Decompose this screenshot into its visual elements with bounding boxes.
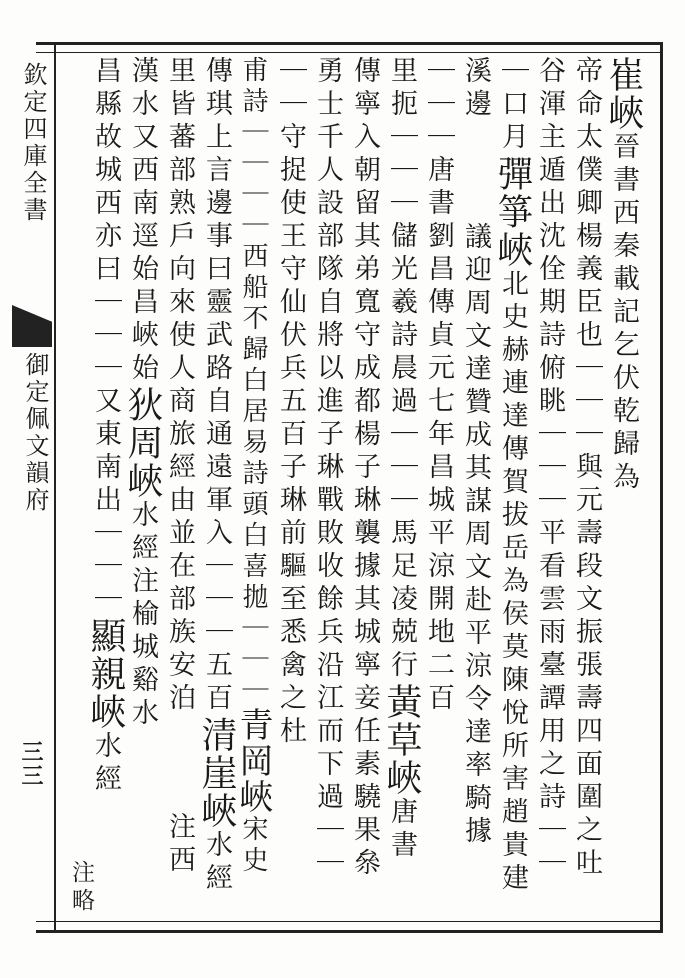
text-column-8 bbox=[347, 56, 381, 881]
text-column-12 bbox=[196, 56, 237, 896]
text-column-7 bbox=[381, 56, 422, 863]
right-border bbox=[660, 42, 663, 933]
entry-heading: 彈箏峽 bbox=[492, 155, 533, 269]
text-column-13 bbox=[162, 56, 196, 878]
entry-heading: 黃草峽 bbox=[381, 683, 422, 797]
text-column-14 bbox=[122, 56, 163, 731]
entry-text: 水經 bbox=[90, 731, 121, 797]
entry-text: ｜｜守捉使王守仙伏兵五百子琳前驅至悉禽之杜 bbox=[275, 56, 306, 749]
top-border bbox=[36, 42, 662, 45]
bottom-border bbox=[36, 930, 662, 933]
entry-text: 帝命太僕卿楊義臣也｜｜｜與元壽段文振張壽四面圍之吐 bbox=[571, 56, 602, 881]
text-column-4 bbox=[492, 56, 533, 896]
entry-text: 注西 bbox=[164, 812, 195, 878]
entry-text: 北史赫連達傳賀拔岳為侯莫陳悅所害趙貴建 bbox=[497, 269, 528, 896]
text-column-1 bbox=[603, 56, 644, 495]
text-column-9 bbox=[310, 56, 344, 881]
entry-heading: 崔峽 bbox=[603, 56, 644, 132]
entry-heading: 青岡峽 bbox=[233, 707, 273, 815]
entry-text: 水經 bbox=[201, 830, 232, 896]
entry-heading: 顯親峽 bbox=[85, 617, 126, 731]
text-column-15 bbox=[85, 56, 126, 797]
entry-text: 勇士千人設部隊自將以進子琳戰敗收餘兵沿江而下過｜｜ bbox=[312, 56, 343, 881]
entry-heading: 清崖峽 bbox=[196, 716, 237, 830]
text-column-6 bbox=[421, 56, 455, 716]
entry-text: 里皆蕃部熟戶向來使人商旅經由並在部族安泊 bbox=[164, 56, 195, 716]
entry-text: 宋史 bbox=[238, 815, 268, 877]
entry-text: 溪邊 bbox=[460, 56, 491, 122]
entry-text: 里扼｜｜｜儲光羲詩晨過｜｜｜馬足凌兢行 bbox=[386, 56, 417, 683]
entry-text: ｜｜｜唐書劉昌傳貞元七年昌城平涼開地二百 bbox=[423, 56, 454, 716]
book-title: 御定佩文韻府 bbox=[21, 352, 49, 514]
entry-text: 晉書西秦載記乞伏乾歸為 bbox=[608, 132, 639, 495]
top-border-inner bbox=[36, 52, 662, 53]
entry-text: 傳寧入朝留其弟寬守成都楊子琳襲據其城寧妾任素驍果㕘 bbox=[349, 56, 380, 881]
entry-text: 漢水又西南逕始昌峽始 bbox=[127, 56, 158, 386]
text-column-3 bbox=[532, 56, 566, 881]
text-column-11 bbox=[233, 56, 273, 877]
entry-text: 唐書 bbox=[386, 797, 417, 863]
text-column-16 bbox=[64, 860, 98, 916]
entry-text: 昌縣故城西亦曰｜｜｜又東南出｜｜｜ bbox=[90, 56, 121, 617]
entry-text: 注略 bbox=[68, 860, 94, 916]
text-column-10 bbox=[273, 56, 307, 749]
fish-tail-mark bbox=[12, 305, 52, 347]
text-column-5 bbox=[458, 56, 492, 849]
page-number: 三三 bbox=[18, 740, 44, 788]
bottom-border-inner bbox=[36, 921, 662, 922]
entry-text: 議迎周文達贊成其謀周文赴平涼令達率騎據 bbox=[460, 222, 491, 849]
text-column-2 bbox=[569, 56, 603, 881]
edition-title: 欽定四庫全書 bbox=[19, 62, 47, 224]
entry-text: ｜口月 bbox=[497, 56, 528, 155]
entry-text: 傳琪上言邊事曰靈武路自通遠軍入｜｜｜五百 bbox=[201, 56, 232, 716]
entry-text: 谷渾主遁出沈佺期詩俯眺｜｜｜平看雲雨臺譚用之詩｜｜ bbox=[534, 56, 565, 881]
gutter-line bbox=[54, 42, 56, 933]
entry-text: 水經注榆城谿水 bbox=[127, 500, 158, 731]
entry-text: 甫詩｜｜｜｜西船不歸白居易詩頭白喜拋｜｜｜ bbox=[238, 56, 268, 707]
entry-heading: 狄周峽 bbox=[122, 386, 163, 500]
